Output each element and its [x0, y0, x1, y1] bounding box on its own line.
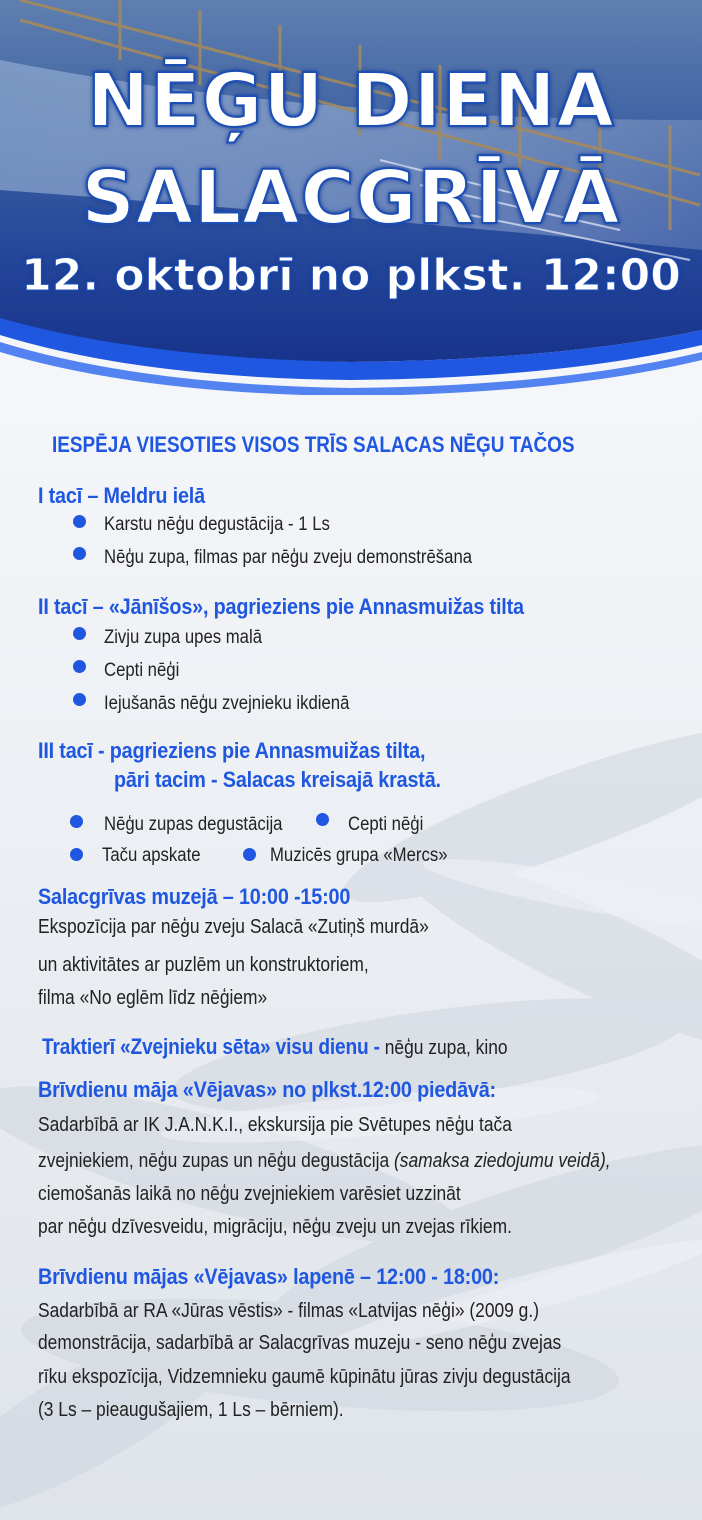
lapene-title: Brīvdienu mājas «Vējavas» lapenē – 12:00 - 18:00:: [38, 1264, 500, 1289]
vejavas-line: Sadarbībā ar IK J.A.N.K.I., ekskursija pie Svētupes nēģu tača: [38, 1114, 512, 1136]
main-heading: IESPĒJA VIESOTIES VISOS TRĪS SALACAS NĒĢU TAČOS: [52, 432, 575, 457]
bullet-icon: [73, 693, 86, 706]
bullet-icon: [73, 627, 86, 640]
lapene-line: rīku ekspozīcija, Vidzemnieku gaumē kūpinātu jūras zivju degustācija: [38, 1366, 571, 1388]
tavern-text: nēģu zupa, kino: [379, 1037, 508, 1059]
bullet-icon: [73, 515, 86, 528]
vejavas-line-text: zvejniekiem, nēģu zupas un nēģu degustācija: [38, 1150, 394, 1172]
lapene-line: (3 Ls – pieaugušajiem, 1 Ls – bērniem).: [38, 1399, 344, 1421]
museum-line: Ekspozīcija par nēģu zveju Salacā «Zutiņš murdā»: [38, 916, 429, 938]
bullet-icon: [70, 848, 83, 861]
bullet-icon: [316, 813, 329, 826]
bullet-icon: [73, 660, 86, 673]
event-date: 12. oktobrī no plkst. 12:00: [21, 250, 681, 301]
tavern-title: Traktierī «Zvejnieku sēta» visu dienu -: [42, 1034, 380, 1059]
bullet-icon: [243, 848, 256, 861]
list-item: Nēģu zupa, filmas par nēģu zveju demonstrēšana: [104, 547, 473, 568]
list-item: Taču apskate: [102, 845, 201, 866]
list-item: Cepti nēģi: [104, 660, 180, 681]
list-item: Iejušanās nēģu zvejnieku ikdienā: [104, 693, 350, 714]
list-item: Karstu nēģu degustācija - 1 Ls: [104, 514, 330, 535]
museum-line: filma «No eglēm līdz nēģiem»: [38, 987, 268, 1009]
vejavas-line-italic: (samaksa ziedojumu veidā),: [393, 1150, 611, 1172]
museum-title: Salacgrīvas muzejā – 10:00 -15:00: [38, 884, 351, 909]
title-line-2: SALACGRĪVĀ: [81, 155, 621, 241]
tac2-title: II tacī – «Jānīšos», pagrieziens pie Annasmuižas tilta: [38, 594, 524, 619]
lapene-line: demonstrācija, sadarbībā ar Salacgrīvas muzeju - seno nēģu zvejas: [38, 1332, 562, 1354]
list-item: Zivju zupa upes malā: [104, 627, 263, 648]
tac3-title-line-2: pāri tacim - Salacas kreisajā krastā.: [114, 767, 441, 792]
bullet-icon: [73, 547, 86, 560]
tavern-line: [42, 1031, 508, 1064]
lapene-line: Sadarbībā ar RA «Jūras vēstis» - filmas «Latvijas nēģi» (2009 g.): [38, 1300, 539, 1322]
vejavas-line: ciemošanās laikā no nēģu zvejniekiem varēsiet uzzināt: [38, 1183, 461, 1205]
vejavas-line: par nēģu dzīvesveidu, migrāciju, nēģu zveju un zvejas rīkiem.: [38, 1216, 512, 1238]
list-item: Cepti nēģi: [348, 814, 424, 835]
title-line-1: NĒĢU DIENA: [87, 58, 615, 144]
tac3-title-line-1: III tacī - pagrieziens pie Annasmuižas tilta,: [38, 738, 426, 763]
vejavas-title: Brīvdienu māja «Vējavas» no plkst.12:00 piedāvā:: [38, 1077, 496, 1102]
tac1-title: I tacī – Meldru ielā: [38, 483, 205, 508]
museum-line: un aktivitātes ar puzlēm un konstruktoriem,: [38, 954, 369, 976]
vejavas-line: [38, 1146, 611, 1177]
list-item: Muzicēs grupa «Mercs»: [270, 845, 448, 866]
list-item: Nēģu zupas degustācija: [104, 814, 283, 835]
bullet-icon: [70, 815, 83, 828]
